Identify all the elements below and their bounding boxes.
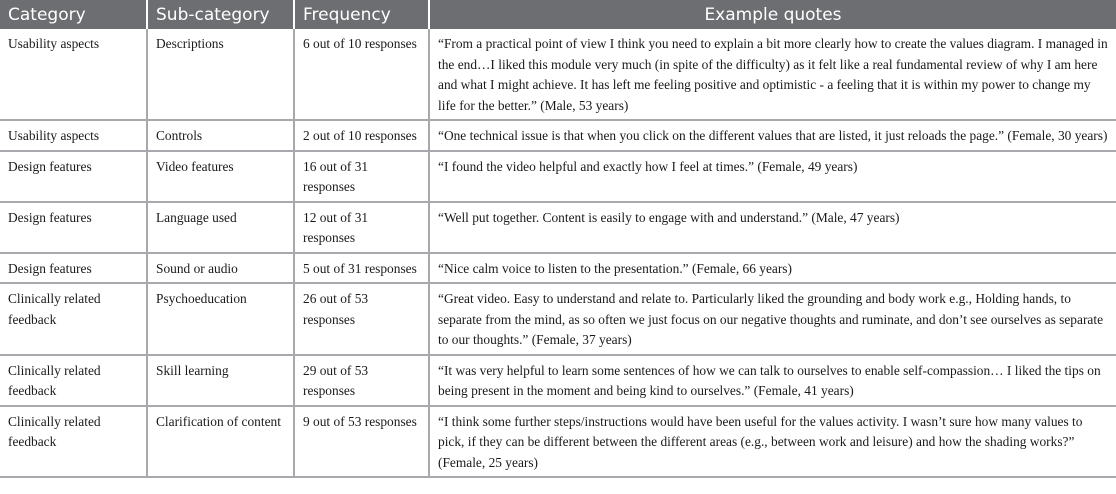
header-category: Category — [0, 0, 147, 29]
quote-cell: “It was very helpful to learn some sentences of how we can talk to ourselves to enable self-compassion… I liked the tips on being present in the moment and being kind to ourselves.” (Female, 41 years) — [429, 355, 1116, 406]
quote-cell: “From a practical point of view I think you need to explain a bit more clearly how to create the values diagram. I managed in the end…I liked this module very much (in spite of the difficulty) as it felt like a real fundamental review of why I am here and what I might achieve. It has left me feeling positive and optimistic - a feeling that it is within my power to change my life for the better.” (Male, 53 years) — [429, 29, 1116, 120]
frequency-cell: 26 out of 53 responses — [294, 283, 429, 355]
subcategory-cell: Psychoeducation — [147, 283, 294, 355]
quote-cell: “Great video. Easy to understand and relate to. Particularly liked the grounding and body work e.g., Holding hands, to separate from the mind, as so often we just focus on our negative thoughts and ruminate, and don’t see ourselves as separate to our thoughts.” (Female, 37 years) — [429, 283, 1116, 355]
table-header — [0, 0, 1116, 29]
category-cell: Design features — [0, 151, 147, 202]
header-subcategory: Sub-category — [147, 0, 294, 29]
frequency-cell: 29 out of 53 responses — [294, 355, 429, 406]
subcategory-cell: Sound or audio — [147, 253, 294, 284]
quote-cell: “Nice calm voice to listen to the presentation.” (Female, 66 years) — [429, 253, 1116, 284]
table-row — [0, 151, 1116, 202]
frequency-cell: 6 out of 10 responses — [294, 29, 429, 120]
frequency-cell: 2 out of 10 responses — [294, 120, 429, 151]
category-cell: Usability aspects — [0, 120, 147, 151]
table-row — [0, 253, 1116, 284]
table-row — [0, 406, 1116, 478]
subcategory-cell: Skill learning — [147, 355, 294, 406]
quote-cell: “One technical issue is that when you click on the different values that are listed, it just reloads the page.” (Female, 30 years) — [429, 120, 1116, 151]
table-row — [0, 120, 1116, 151]
category-cell: Clinically related feedback — [0, 355, 147, 406]
header-row — [0, 0, 1116, 29]
table-body — [0, 29, 1116, 477]
category-cell: Clinically related feedback — [0, 283, 147, 355]
header-example-quotes: Example quotes — [429, 0, 1116, 29]
table-row — [0, 29, 1116, 120]
quote-cell: “I think some further steps/instructions would have been useful for the values activity. I wasn’t sure how many values to pick, if they can be different between the different areas (e.g., between work and leisure) and how the shading works?” (Female, 25 years) — [429, 406, 1116, 478]
category-cell: Design features — [0, 202, 147, 253]
frequency-cell: 9 out of 53 responses — [294, 406, 429, 478]
subcategory-cell: Video features — [147, 151, 294, 202]
header-frequency: Frequency — [294, 0, 429, 29]
frequency-cell: 5 out of 31 responses — [294, 253, 429, 284]
subcategory-cell: Language used — [147, 202, 294, 253]
category-cell: Usability aspects — [0, 29, 147, 120]
quote-cell: “Well put together. Content is easily to engage with and understand.” (Male, 47 years) — [429, 202, 1116, 253]
category-cell: Clinically related feedback — [0, 406, 147, 478]
frequency-cell: 12 out of 31 responses — [294, 202, 429, 253]
quote-cell: “I found the video helpful and exactly how I feel at times.” (Female, 49 years) — [429, 151, 1116, 202]
table-row — [0, 355, 1116, 406]
table-row — [0, 202, 1116, 253]
frequency-cell: 16 out of 31 responses — [294, 151, 429, 202]
category-cell: Design features — [0, 253, 147, 284]
subcategory-cell: Controls — [147, 120, 294, 151]
table-row — [0, 283, 1116, 355]
subcategory-cell: Descriptions — [147, 29, 294, 120]
subcategory-cell: Clarification of content — [147, 406, 294, 478]
